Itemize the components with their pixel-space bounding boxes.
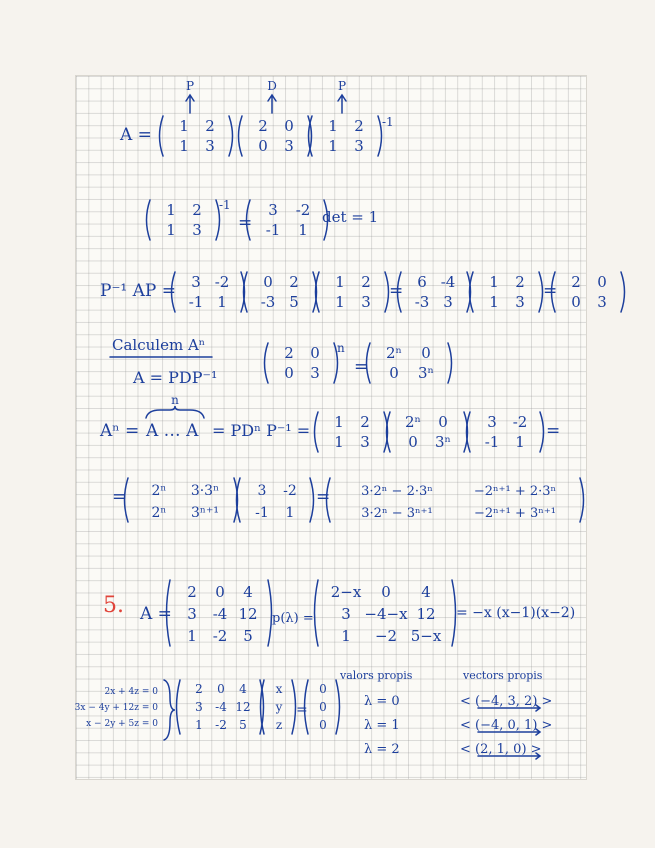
line3-p-cell: 3 xyxy=(361,293,371,311)
line1-p-matrix-cell: 3 xyxy=(205,137,215,155)
line3-p2-cell: 3 xyxy=(515,293,525,311)
eigenvector: < (−4, 0, 1) > xyxy=(460,718,553,733)
line1-p-matrix-cell: 1 xyxy=(179,137,189,155)
system-matrix-cell: 3 xyxy=(195,700,203,714)
system-zero-cell: 0 xyxy=(319,700,327,714)
line1-d-matrix-cell: 0 xyxy=(284,117,294,135)
line6-result-cell: −2ⁿ⁺¹ + 3ⁿ⁺¹ xyxy=(474,506,556,521)
line6-pinv-cell: -1 xyxy=(255,505,269,521)
line2-p-matrix-left-paren xyxy=(147,200,151,240)
char-poly-result: = −x (x−1)(x−2) xyxy=(456,605,576,621)
system-matrix-cell: 2 xyxy=(195,682,203,696)
line6-pinv-right-paren xyxy=(310,478,314,522)
line5-dn-cell: 0 xyxy=(408,433,418,451)
heading-dn-cell: 3ⁿ xyxy=(417,364,435,382)
problem5-matrix-cell: 12 xyxy=(238,605,258,623)
heading-d-cell: 0 xyxy=(310,344,320,362)
problem5-matrix-cell: -2 xyxy=(212,627,228,645)
line6-result-cell: −2ⁿ⁺¹ + 2·3ⁿ xyxy=(473,484,557,499)
line3-a-cell: 5 xyxy=(289,293,299,311)
line3-p2-cell: 2 xyxy=(515,273,525,291)
label-p: P xyxy=(337,79,347,93)
line3-p2-cell: 1 xyxy=(489,273,499,291)
line5-dn-cell: 0 xyxy=(438,413,448,431)
line2-p-matrix-cell: 1 xyxy=(166,221,176,239)
line2-pinv-matrix-cell: 1 xyxy=(298,221,308,239)
problem5-matrix-cell: 2 xyxy=(187,583,197,601)
line5-pinv-cell: -1 xyxy=(484,433,500,451)
line3-a-cell: 0 xyxy=(263,273,273,291)
problem5-matrix-cell: 5 xyxy=(243,627,253,645)
label-d: D xyxy=(267,79,277,93)
char-poly-label: p(λ) = xyxy=(272,611,314,626)
line1-exponent: -1 xyxy=(382,115,394,129)
problem-number: 5. xyxy=(103,593,124,618)
system-matrix-cell: 1 xyxy=(195,718,203,732)
problem5-lhs: A = xyxy=(140,604,172,624)
line1-pinv-matrix-right-paren xyxy=(378,116,382,156)
char-matrix-cell: 1 xyxy=(341,627,351,645)
line3-pinv-cell: 1 xyxy=(217,293,227,311)
line6-pinv-cell: 3 xyxy=(257,483,267,499)
eigenvalue: λ = 1 xyxy=(364,718,400,733)
line5-equals: = xyxy=(546,421,561,441)
char-matrix-cell: −4−x xyxy=(364,605,408,623)
up-arrow-icon xyxy=(186,95,194,113)
eigenvalue: λ = 2 xyxy=(364,742,400,757)
problem5-matrix-cell: 1 xyxy=(187,627,197,645)
char-matrix-left-paren xyxy=(315,580,319,646)
diagonalization: A = PDP⁻¹ xyxy=(133,368,218,387)
line6-pinv-cell: -2 xyxy=(283,483,297,499)
line6-pdn-cell: 3ⁿ⁺¹ xyxy=(191,505,219,521)
line6-equals: = xyxy=(316,487,331,507)
line2-p-matrix-cell: 3 xyxy=(192,221,202,239)
heading-d-cell: 0 xyxy=(284,364,294,382)
heading-d-cell: 3 xyxy=(310,364,320,382)
line5-lhs: Aⁿ = xyxy=(100,421,140,441)
system-matrix-cell: 12 xyxy=(235,700,251,714)
line1-p-matrix-cell: 2 xyxy=(205,117,215,135)
problem5-matrix-cell: -4 xyxy=(212,605,228,623)
char-matrix-cell: 2−x xyxy=(330,583,362,601)
line5-p-cell: 1 xyxy=(334,413,344,431)
heading-dn-right-paren xyxy=(448,343,452,383)
char-matrix-cell: 5−x xyxy=(410,627,442,645)
system-unknowns-cell: y xyxy=(275,700,283,714)
system-matrix-cell: -2 xyxy=(215,718,227,732)
line5-pinv-right-paren xyxy=(540,412,544,452)
line6-result-cell: 3·2ⁿ − 3ⁿ⁺¹ xyxy=(361,506,433,521)
char-matrix-right-paren xyxy=(452,580,456,646)
problem5-matrix-cell: 0 xyxy=(215,583,225,601)
heading-dn-left-paren xyxy=(367,343,371,383)
line1-pinv-matrix-cell: 1 xyxy=(328,117,338,135)
line3-pinv-cell: 3 xyxy=(191,273,201,291)
line3-lhs: P⁻¹ AP = xyxy=(100,281,176,301)
line6-pinv-cell: 1 xyxy=(285,505,295,521)
line1-d-matrix-cell: 2 xyxy=(258,117,268,135)
line3-product-cell: 6 xyxy=(417,273,427,291)
system-unknowns-right-paren xyxy=(292,680,296,734)
line1-pinv-matrix-cell: 1 xyxy=(328,137,338,155)
line5-pinv-cell: 1 xyxy=(515,433,525,451)
line3-p-cell: 1 xyxy=(335,293,345,311)
line3-p2-cell: 1 xyxy=(489,293,499,311)
heading-d-cell: 2 xyxy=(284,344,294,362)
line2-p-matrix-cell: 1 xyxy=(166,201,176,219)
line1-pinv-matrix-cell: 3 xyxy=(354,137,364,155)
system-unknowns-cell: x xyxy=(275,682,283,696)
line3-result-cell: 2 xyxy=(571,273,581,291)
line3-a-cell: 2 xyxy=(289,273,299,291)
line1-p-matrix-right-paren xyxy=(229,116,233,156)
line3-product-cell: -3 xyxy=(414,293,430,311)
char-matrix-cell: 0 xyxy=(381,583,391,601)
line6-equals: = xyxy=(112,487,127,507)
line3-result-cell: 0 xyxy=(597,273,607,291)
system-unknowns-cell: z xyxy=(275,718,283,732)
line1-lhs: A = xyxy=(120,125,152,145)
product: A … A xyxy=(146,421,199,441)
line5-p-cell: 3 xyxy=(360,433,370,451)
problem5-matrix-right-paren xyxy=(268,580,272,646)
line3-p-cell: 1 xyxy=(335,273,345,291)
system-equals: = xyxy=(296,702,308,718)
line6-pdn-cell: 2ⁿ xyxy=(151,505,167,521)
heading-dn-cell: 2ⁿ xyxy=(385,344,403,362)
line2-exponent: -1 xyxy=(219,198,231,212)
line3-equals: = xyxy=(543,281,558,301)
char-matrix-cell: 4 xyxy=(421,583,431,601)
system-matrix-cell: 4 xyxy=(239,682,247,696)
line6-pdn-left-paren xyxy=(125,478,129,522)
line6-pdn-cell: 3·3ⁿ xyxy=(190,483,220,499)
heading-dn-cell: 0 xyxy=(421,344,431,362)
system-zero-cell: 0 xyxy=(319,682,327,696)
system-matrix-cell: -4 xyxy=(215,700,227,714)
heading-d-left-paren xyxy=(265,343,269,383)
line6-pdn-cell: 2ⁿ xyxy=(151,483,167,499)
line5-pdp: = PDⁿ P⁻¹ = xyxy=(212,421,311,440)
line2-pinv-matrix-cell: -1 xyxy=(265,221,281,239)
line1-d-matrix-cell: 3 xyxy=(284,137,294,155)
line5-dn-cell: 2ⁿ xyxy=(404,413,422,431)
system-brace xyxy=(164,680,175,740)
line3-result-right-paren xyxy=(621,272,625,312)
system-matrix-cell: 0 xyxy=(217,682,225,696)
line5-pinv-cell: 3 xyxy=(487,413,497,431)
system-equation: 3x − 4y + 12z = 0 xyxy=(74,703,158,713)
line3-equals: = xyxy=(389,281,404,301)
line2-pinv-matrix-cell: 3 xyxy=(268,201,278,219)
line5-dn-cell: 3ⁿ xyxy=(434,433,452,451)
system-equation: 2x + 4z = 0 xyxy=(104,687,158,697)
line2-equals: = xyxy=(238,213,253,233)
label-p: P xyxy=(185,79,195,93)
line6-result-right-paren xyxy=(580,478,584,522)
line3-pinv-cell: -2 xyxy=(214,273,230,291)
line1-d-matrix-cell: 0 xyxy=(258,137,268,155)
line5-pinv-cell: -2 xyxy=(512,413,528,431)
system-matrix-cell: 5 xyxy=(239,718,247,732)
line1-p-matrix-left-paren xyxy=(160,116,164,156)
problem5-matrix-cell: 4 xyxy=(243,583,253,601)
determinant: det = 1 xyxy=(322,208,379,226)
system-equation: x − 2y + 5z = 0 xyxy=(86,719,158,729)
line5-p-cell: 1 xyxy=(334,433,344,451)
overbrace xyxy=(146,406,204,418)
line3-pinv-cell: -1 xyxy=(188,293,204,311)
char-matrix-cell: 3 xyxy=(341,605,351,623)
line3-product-cell: 3 xyxy=(443,293,453,311)
line6-result-cell: 3·2ⁿ − 2·3ⁿ xyxy=(361,484,433,499)
line2-p-matrix-cell: 2 xyxy=(192,201,202,219)
system-zero-right-paren xyxy=(336,680,340,734)
line3-p2-right-paren xyxy=(539,272,543,312)
line3-p-right-paren xyxy=(385,272,389,312)
line3-result-cell: 0 xyxy=(571,293,581,311)
eigenvector: < (2, 1, 0) > xyxy=(460,742,542,757)
system-matrix-left-paren xyxy=(177,680,181,734)
line3-result-cell: 3 xyxy=(597,293,607,311)
line5-p-cell: 2 xyxy=(360,413,370,431)
line5-p-left-paren xyxy=(315,412,319,452)
heading-exponent: n xyxy=(337,341,345,355)
eigenvector: < (−4, 3, 2) > xyxy=(460,694,553,709)
heading-dn-cell: 0 xyxy=(389,364,399,382)
char-matrix-cell: −2 xyxy=(374,627,398,645)
line3-a-cell: -3 xyxy=(260,293,276,311)
up-arrow-icon xyxy=(268,95,276,113)
line1-d-matrix-left-paren xyxy=(239,116,243,156)
eigenvectors-header: vectors propis xyxy=(463,669,543,682)
line1-pinv-matrix-cell: 2 xyxy=(354,117,364,135)
heading-equals: = xyxy=(354,357,369,377)
problem5-matrix-cell: 3 xyxy=(187,605,197,623)
eigenvalues-header: valors propis xyxy=(340,669,413,682)
line3-p-cell: 2 xyxy=(361,273,371,291)
eigenvalue: λ = 0 xyxy=(364,694,400,709)
char-matrix-cell: 12 xyxy=(416,605,436,623)
section-heading: Calculem Aⁿ xyxy=(112,336,206,354)
line3-product-cell: -4 xyxy=(440,273,456,291)
up-arrow-icon xyxy=(338,95,346,113)
brace-label: n xyxy=(171,393,179,407)
line1-p-matrix-cell: 1 xyxy=(179,117,189,135)
line2-pinv-matrix-cell: -2 xyxy=(295,201,311,219)
system-zero-cell: 0 xyxy=(319,718,327,732)
